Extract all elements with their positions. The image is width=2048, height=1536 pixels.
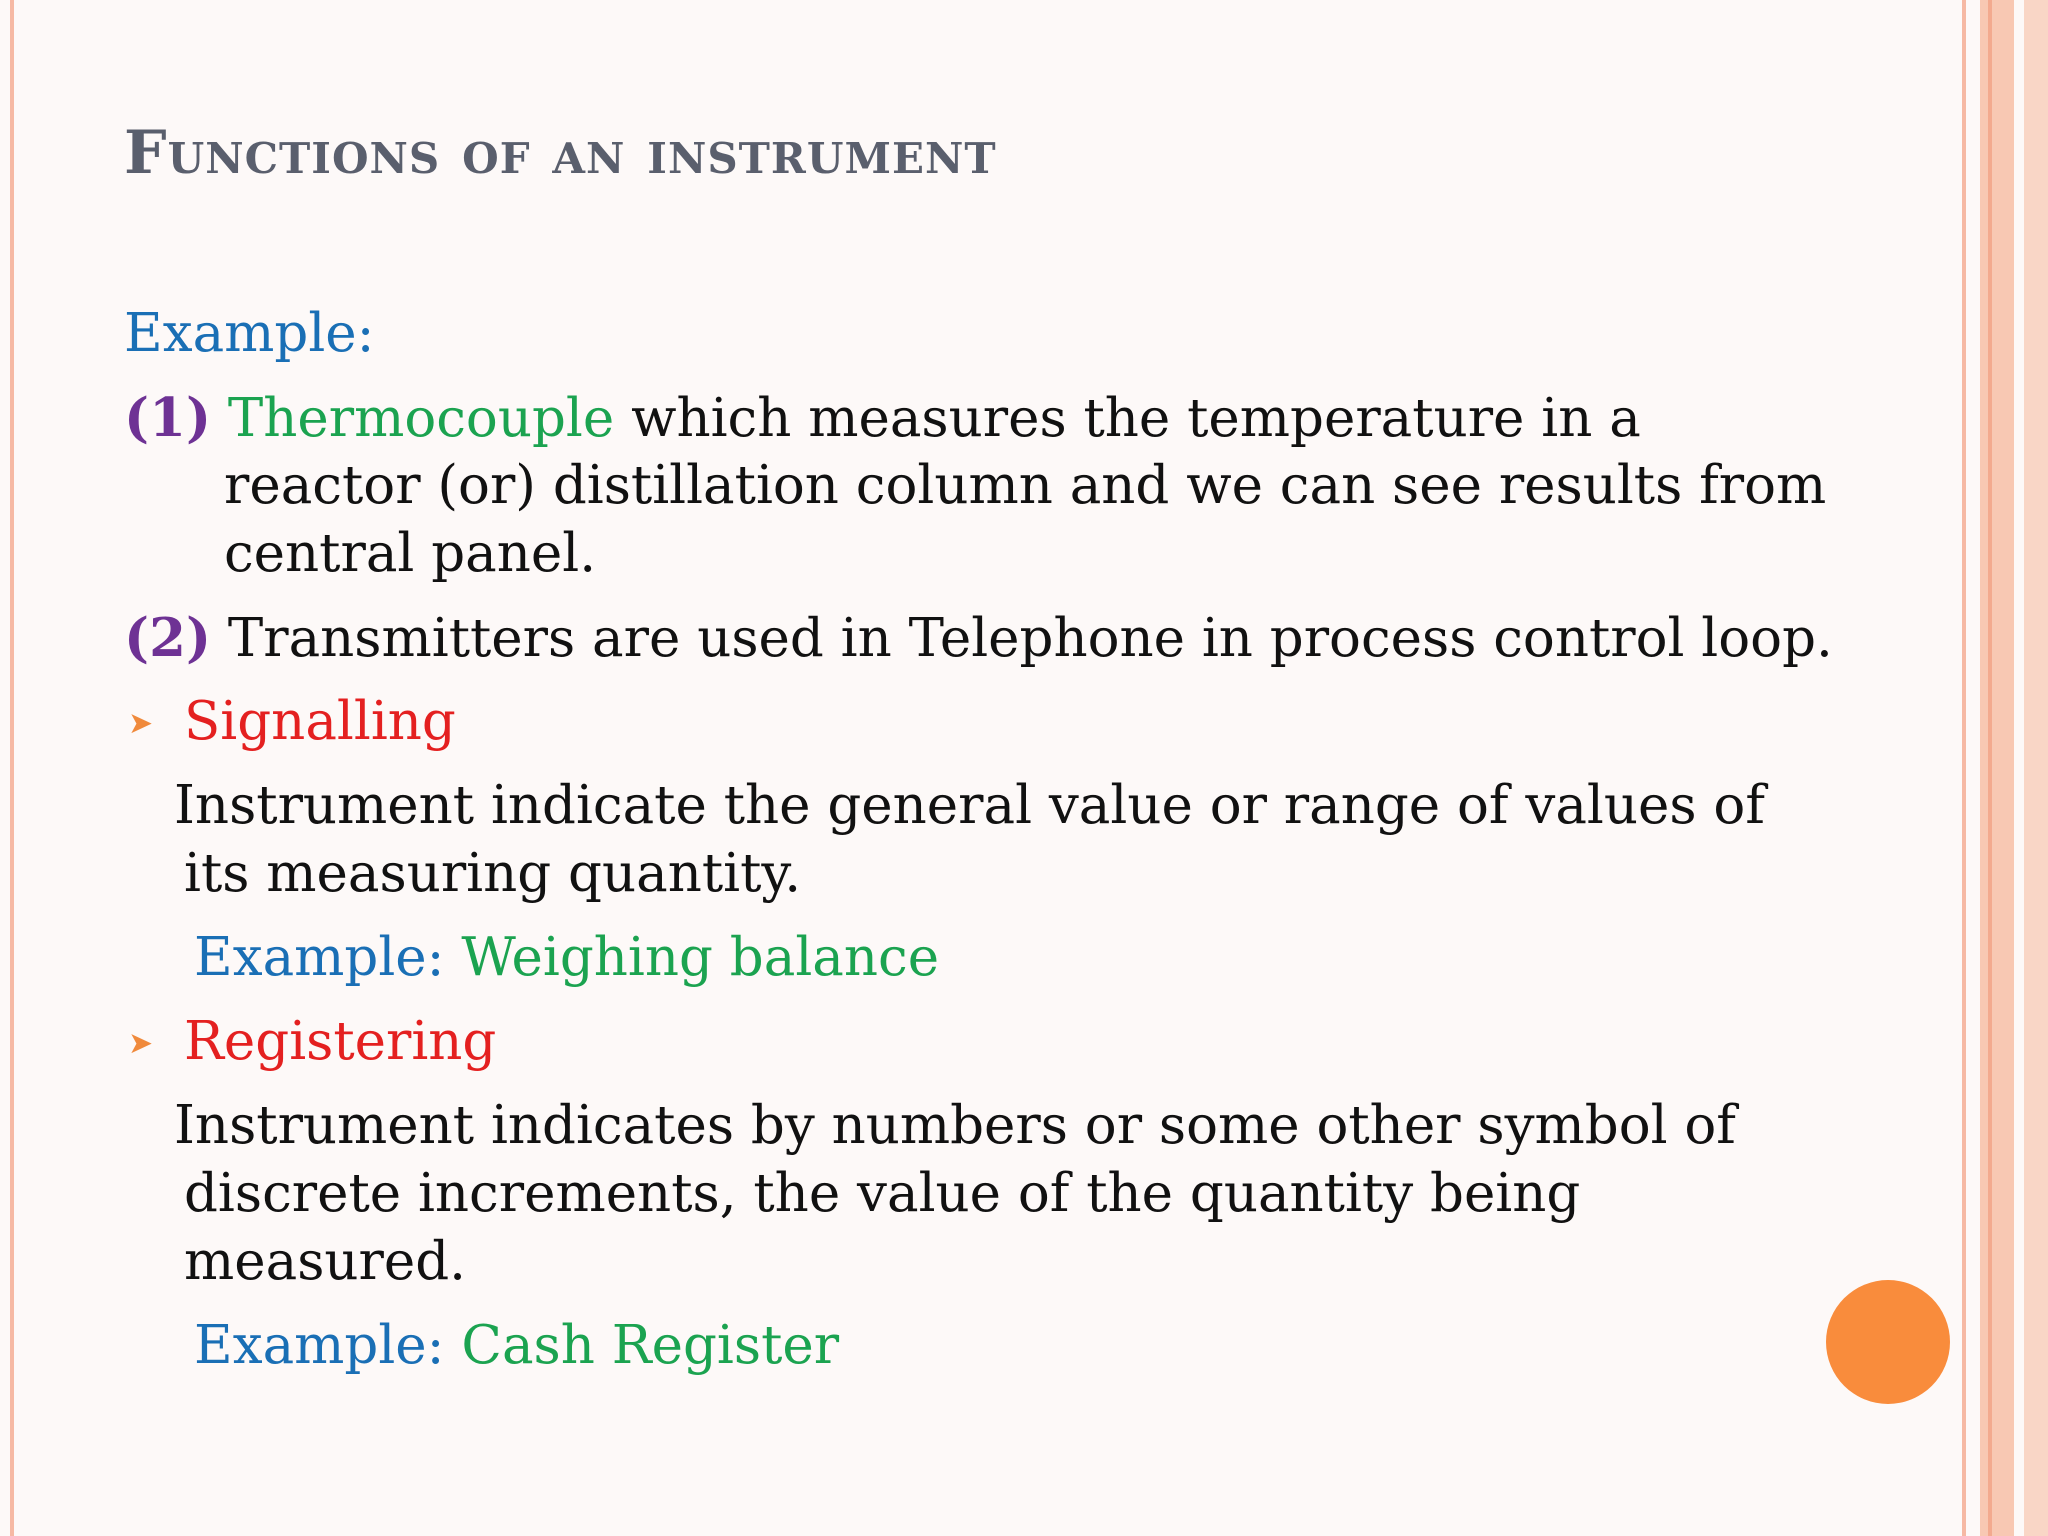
item-1-number: (1) [124,387,212,449]
item-1-text: which measures the temperature in a [631,388,1641,449]
orange-circle-decoration [1826,1280,1950,1404]
signalling-example-label: Example: [194,927,445,988]
signalling-line-2: its measuring quantity. [184,843,802,904]
registering-line-1: Instrument indicates by numbers or some other symbol of [174,1095,1736,1156]
registering-example-value: Cash Register [461,1315,840,1376]
item-1-line-2: reactor (or) distillation column and we can see results from [224,455,1827,516]
arrowhead-bullet-icon: ➤ [128,1026,154,1061]
registering-line-2: discrete increments, the value of the quantity being [184,1163,1581,1224]
item-2-line-1 [124,604,1833,673]
item-2-text: Transmitters are used in Telephone in process control loop. [227,608,1833,669]
registering-heading: Registering [184,1011,497,1072]
right-border-band [1980,0,2014,1536]
item-1-line-1 [124,384,1641,453]
signalling-heading: Signalling [184,691,456,752]
example-heading: Example: [124,303,375,364]
item-1-line-3: central panel. [224,523,597,584]
item-1-highlight: Thermocouple [227,388,615,449]
left-border-line [10,0,14,1536]
right-border-edge [2024,0,2048,1536]
signalling-example-value: Weighing balance [461,927,940,988]
signalling-example [194,924,939,992]
registering-example [194,1312,839,1380]
signalling-line-1: Instrument indicate the general value or range of values of [174,775,1765,836]
arrowhead-bullet-icon: ➤ [128,706,154,741]
slide-title: Functions of an instrument [124,118,997,188]
right-border-line [1962,0,1966,1536]
registering-example-label: Example: [194,1315,445,1376]
registering-line-3: measured. [184,1231,467,1292]
item-2-number: (2) [124,607,212,669]
